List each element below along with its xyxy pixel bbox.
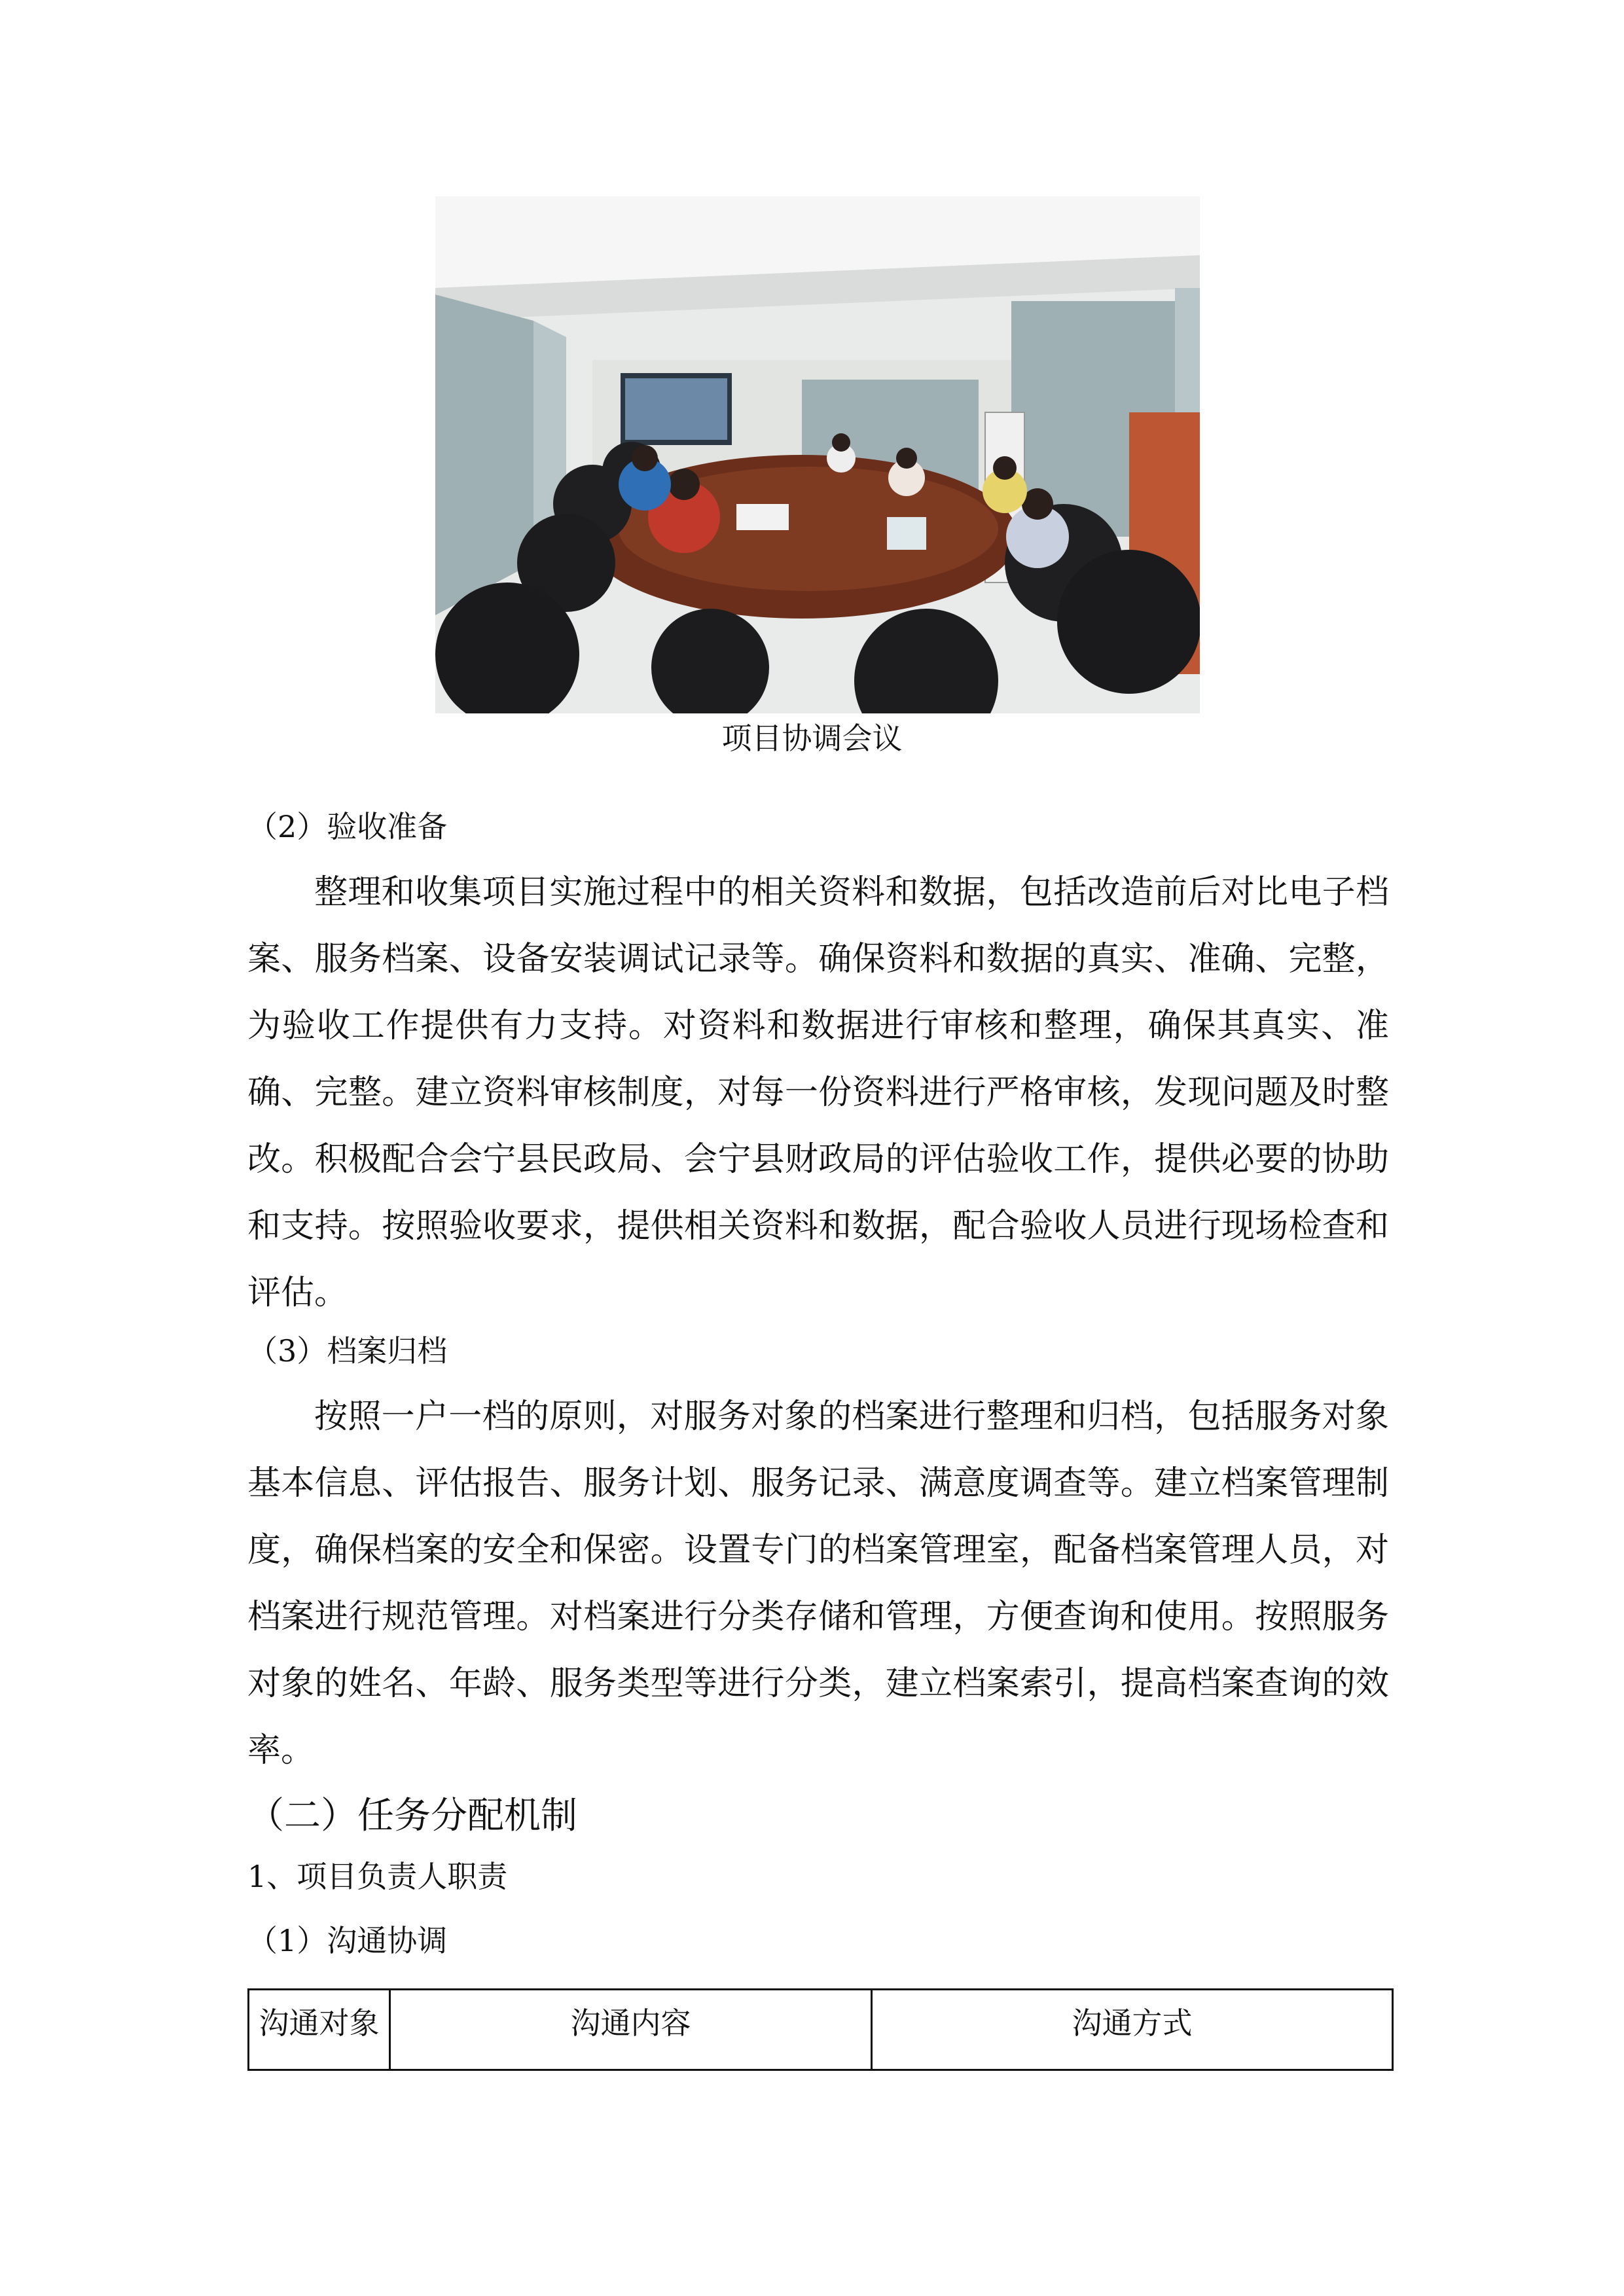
meeting-photo-illustration: [435, 196, 1200, 713]
table-header-cell: 沟通对象: [249, 1990, 390, 2070]
communication-heading: （1）沟通协调: [247, 1923, 448, 1958]
archive-heading: （3）档案归档: [247, 1333, 448, 1369]
meeting-photo: [435, 196, 1200, 713]
table-header-cell: 沟通方式: [872, 1990, 1393, 2070]
task-allocation-title: （二）任务分配机制: [247, 1795, 577, 1837]
archive-paragraph: 按照一户一档的原则，对服务对象的档案进行整理和归档，包括服务对象基本信息、评估报告、服务计划、服务记录、满意度调查等。建立档案管理制度，确保档案的安全和保密。设置专门的档案管理室，配备档案管理人员，对档案进行规范管理。对档案进行分类存储和管理，方便查询和使用。按照服务对象的姓名、年龄、服务类型等进行分类，建立档案索引，提高档案查询的效率。: [247, 1397, 1389, 1770]
acceptance-heading: （2）验收准备: [247, 809, 448, 844]
photo-caption: 项目协调会议: [721, 721, 903, 756]
table-header-cell: 沟通内容: [390, 1990, 872, 2070]
communication-table: [247, 1988, 1394, 2071]
task-allocation-subtitle: 1、项目负责人职责: [247, 1859, 508, 1894]
table-header-row: [249, 1990, 1393, 2070]
acceptance-paragraph: 整理和收集项目实施过程中的相关资料和数据，包括改造前后对比电子档案、服务档案、设备安装调试记录等。确保资料和数据的真实、准确、完整，为验收工作提供有力支持。对资料和数据进行审核和整理，确保其真实、准确、完整。建立资料审核制度，对每一份资料进行严格审核，发现问题及时整改。积极配合会宁县民政局、会宁县财政局的评估验收工作，提供必要的协助和支持。按照验收要求，提供相关资料和数据，配合验收人员进行现场检查和评估。: [247, 873, 1389, 1312]
